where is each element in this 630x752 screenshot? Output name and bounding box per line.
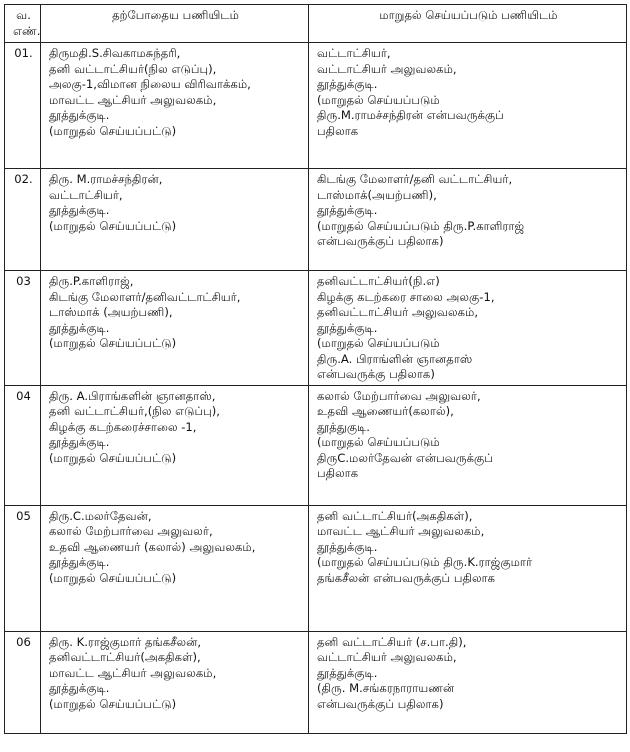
current-post-cell — [41, 631, 309, 733]
header-serial-line-1: வ. — [16, 8, 31, 22]
table-header-row — [5, 5, 627, 43]
table-row — [5, 169, 627, 271]
current-post-line: தனி வட்டாட்சியர்(நில எடுப்பு), — [49, 61, 217, 76]
new-post-cell — [309, 631, 627, 733]
new-post-line: தூத்துக்குடி. — [317, 665, 378, 680]
table-row — [5, 43, 627, 169]
new-post-cell — [309, 43, 627, 169]
current-post-line: மாவட்ட ஆட்சியர் அலுவலகம், — [49, 665, 217, 680]
new-post-line: தூத்துக்குடி. — [317, 77, 378, 91]
new-post-line: கலால் மேற்பார்வை அலுவலர், — [317, 388, 481, 403]
serial-number-cell: 04 — [5, 385, 41, 505]
table-row — [5, 385, 627, 505]
new-post-line: பதிலாக — [317, 123, 359, 138]
serial-number-cell: 05 — [5, 505, 41, 631]
new-post-line: தூத்துக்குடி. — [317, 320, 378, 335]
new-post-line: தூத்துகுடி. — [317, 419, 370, 434]
table-row — [5, 271, 627, 386]
header-new-post: மாறுதல் செய்யப்படும் பணியிடம் — [309, 5, 627, 43]
current-post-line: திரு. M.ராமச்சந்திரன், — [49, 172, 163, 186]
header-serial-line-2: எண். — [13, 23, 41, 38]
new-post-line: வட்டாட்சியர் அலுவலகம், — [317, 650, 457, 664]
transfer-table — [4, 4, 627, 734]
current-post-line: (மாறுதல் செய்யப்பட்டு) — [49, 123, 177, 138]
new-post-line: திருC.மலர்தேவன் என்பவருக்குப் — [317, 450, 493, 465]
new-post-line: தனிவட்டாட்சியர் அலுவலகம், — [317, 305, 478, 319]
new-post-line: கிடங்கு மேலாளர்/தனி வட்டாட்சியர், — [317, 172, 513, 186]
new-post-cell — [309, 385, 627, 505]
new-post-line: வட்டாட்சியர், — [317, 46, 391, 60]
new-post-cell — [309, 271, 627, 386]
serial-number-cell: 06 — [5, 631, 41, 733]
table-row — [5, 631, 627, 733]
new-post-line: கிழக்கு கடற்கரை சாலை அலகு-1, — [317, 289, 495, 304]
new-post-line: (மாறுதல் செய்யப்படும் திரு.K.ராஜ்குமார் — [317, 555, 533, 569]
new-post-cell — [309, 169, 627, 271]
current-post-line: தூத்துக்குடி. — [49, 681, 110, 695]
serial-number-cell: 01. — [5, 43, 41, 169]
header-serial-number — [5, 5, 41, 43]
new-post-line: திரு.M.ராமச்சந்திரன் என்பவருக்குப் — [317, 108, 504, 122]
new-post-line: (மாறுதல் செய்யப்படும் திரு.P.காளிராஜ் — [317, 218, 525, 233]
current-post-line: (மாறுதல் செய்யப்பட்டு) — [49, 570, 177, 585]
current-post-line: உதவி ஆணையர் (கலால்) அலுவலகம், — [49, 539, 256, 554]
new-post-cell — [309, 505, 627, 631]
current-post-line: (மாறுதல் செய்யப்பட்டு) — [49, 218, 177, 233]
new-post-line: தங்கசீலன் என்பவருக்குப் பதிலாக — [317, 570, 496, 585]
current-post-line: தனிவட்டாட்சியர்(அகதிகள்), — [49, 650, 201, 664]
current-post-line: தூத்துக்குடி. — [49, 555, 110, 569]
new-post-line: தூத்துக்குடி. — [317, 203, 378, 217]
current-post-line: அலகு-1,விமான நிலைய விரிவாக்கம், — [49, 77, 251, 91]
new-post-line: தனிவட்டாட்சியர்(நி.எ) — [317, 274, 440, 288]
new-post-line: (மாறுதல் செய்யப்படும் — [317, 92, 440, 107]
current-post-line: மாவட்ட ஆட்சியர் அலுவலகம், — [49, 92, 217, 107]
new-post-line: என்பவருக்குப் பதிலாக) — [317, 696, 444, 711]
current-post-line: (மாறுதல் செய்யப்பட்டு) — [49, 696, 177, 711]
current-post-line: டாஸ்மாக் (அயற்பணி), — [49, 305, 173, 319]
new-post-line: மாவட்ட ஆட்சியர் அலுவலகம், — [317, 524, 485, 538]
table-row — [5, 505, 627, 631]
current-post-line: (மாறுதல் செய்யப்பட்டு) — [49, 336, 177, 350]
new-post-line: என்பவருக்கு பதிலாக) — [317, 367, 435, 381]
current-post-cell — [41, 271, 309, 386]
current-post-line: வட்டாட்சியர், — [49, 187, 123, 202]
current-post-line: தூத்துக்குடி. — [49, 108, 110, 122]
serial-number-cell: 02. — [5, 169, 41, 271]
new-post-line: டாஸ்மாக்(அயற்பணி), — [317, 187, 437, 202]
new-post-line: வட்டாட்சியர் அலுவலகம், — [317, 61, 457, 76]
current-post-line: தூத்துக்குடி. — [49, 203, 110, 217]
new-post-line: (மாறுதல் செய்யப்படும் — [317, 336, 440, 350]
current-post-line: கிடங்கு மேலாளர்/தனிவட்டாட்சியர், — [49, 289, 241, 304]
current-post-line: தனி வட்டாட்சியர்,(நில எடுப்பு), — [49, 404, 220, 418]
current-post-cell — [41, 385, 309, 505]
current-post-line: திரு.P.காளிராஜ், — [49, 274, 134, 288]
current-post-cell — [41, 505, 309, 631]
new-post-line: தூத்துக்குடி. — [317, 539, 378, 554]
header-current-post: தற்போதைய பணியிடம் — [41, 5, 309, 43]
current-post-line: தூத்துக்குடி. — [49, 435, 110, 449]
current-post-line: (மாறுதல் செய்யப்பட்டு) — [49, 450, 177, 465]
new-post-line: உதவி ஆணையர்(கலால்), — [317, 404, 454, 418]
new-post-line: திரு.A. பிராங்ளின் ஞானதாஸ் — [317, 351, 473, 366]
new-post-line: (திரு. M.சங்கரநாராயணன் — [317, 681, 455, 695]
new-post-line: என்பவருக்குப் பதிலாக) — [317, 234, 444, 248]
new-post-line: தனி வட்டாட்சியர் (ச.பா.தி), — [317, 634, 467, 649]
current-post-line: கலால் மேற்பார்வை அலுவலர், — [49, 524, 213, 538]
current-post-line: திரு.C.மலர்தேவன், — [49, 508, 152, 523]
current-post-line: திரு. K.ராஜ்குமார் தங்கசீலன், — [49, 634, 202, 649]
current-post-line: திரு. A.பிராங்களின் ஞானதாஸ், — [49, 388, 216, 403]
current-post-line: கிழக்கு கடற்கரைச்சாலை -1, — [49, 419, 197, 434]
new-post-line: பதிலாக — [317, 466, 359, 480]
new-post-line: தனி வட்டாட்சியர்(அகதிகள்), — [317, 508, 473, 523]
current-post-line: திருமதி.S.சிவகாமசுந்தரி, — [49, 46, 181, 60]
serial-number-cell: 03 — [5, 271, 41, 386]
current-post-cell — [41, 169, 309, 271]
new-post-line: (மாறுதல் செய்யப்படும் — [317, 435, 440, 449]
current-post-cell — [41, 43, 309, 169]
current-post-line: தூத்துக்குடி. — [49, 320, 110, 335]
